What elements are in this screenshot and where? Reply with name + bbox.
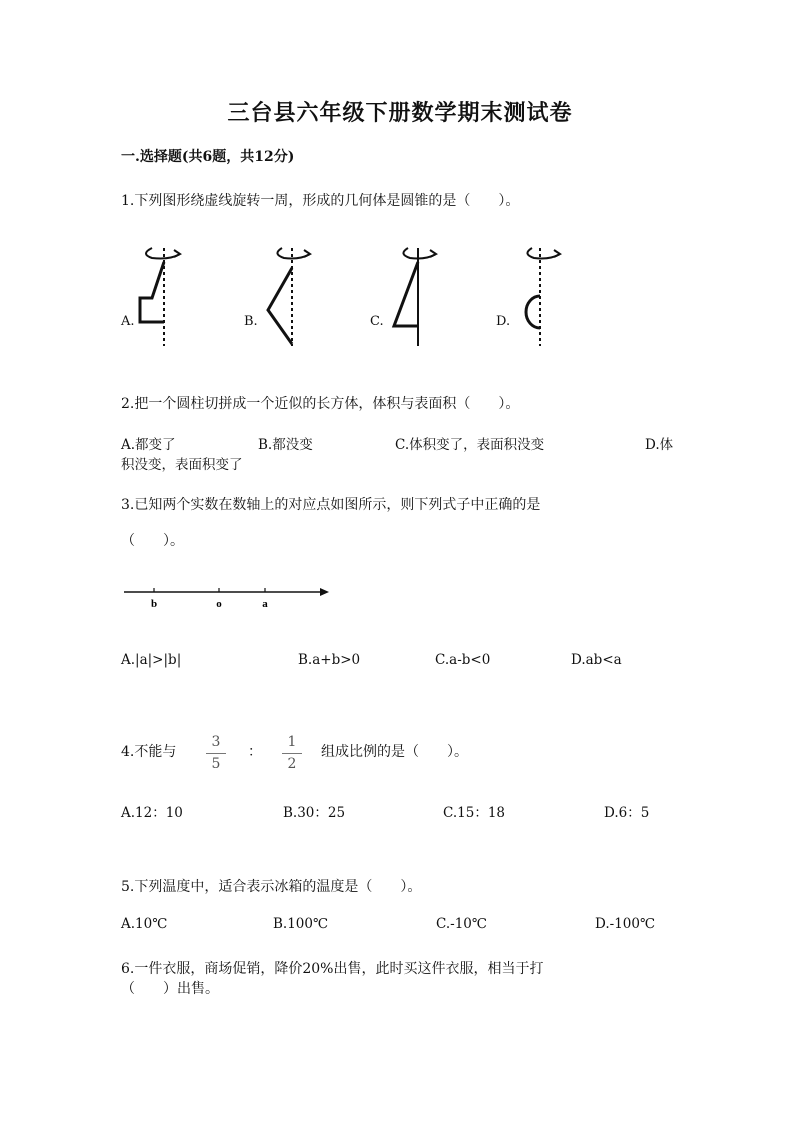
- q3-option-b: B.a+b>0: [298, 652, 361, 668]
- q2-option-d: D.体: [645, 437, 674, 453]
- q5-option-a: A.10℃: [121, 916, 168, 932]
- q4-option-b: B.30：25: [283, 805, 346, 821]
- q4-option-c: C.15：18: [443, 805, 505, 821]
- q1-figure-d: [512, 244, 572, 350]
- q5-option-b: B.100℃: [273, 916, 329, 932]
- q4-frac2-numerator: 1: [287, 734, 297, 750]
- q1-figure-b: [264, 244, 324, 350]
- q4-colon: ：: [248, 744, 262, 760]
- q4-fraction-3-5: [206, 734, 226, 772]
- question-5-text: 5.下列温度中，适合表示冰箱的温度是（ ）。: [121, 879, 422, 895]
- section-heading: 一.选择题(共6题，共12分): [121, 149, 295, 165]
- q1-option-c-label: C.: [370, 314, 384, 329]
- q5-option-d: D.-100℃: [595, 916, 656, 932]
- q4-option-d: D.6：5: [604, 805, 650, 821]
- numberline-label-b: b: [150, 598, 158, 610]
- question-2-text: 2.把一个圆柱切拼成一个近似的长方体，体积与表面积（ ）。: [121, 396, 520, 412]
- page-title: 三台县六年级下册数学期末测试卷: [227, 100, 573, 126]
- q2-option-a: A.都变了: [121, 437, 176, 453]
- q4-option-a: A.12：10: [121, 805, 183, 821]
- question-4-text-after: 组成比例的是（ ）。: [321, 744, 468, 760]
- q2-option-b: B.都没变: [258, 437, 313, 453]
- q4-frac1-denominator: 5: [211, 756, 221, 772]
- q1-option-d-label: D.: [496, 314, 511, 329]
- q4-frac1-numerator: 3: [211, 734, 221, 750]
- number-line: [122, 584, 334, 610]
- numberline-label-o: o: [216, 598, 222, 610]
- q1-figure-a: [130, 244, 190, 350]
- q4-frac1-bar: [206, 753, 226, 754]
- q4-frac2-denominator: 2: [287, 756, 297, 772]
- q5-option-c: C.-10℃: [436, 916, 487, 932]
- question-3-text: 3.已知两个实数在数轴上的对应点如图所示，则下列式子中正确的是: [121, 497, 541, 513]
- numberline-label-a: a: [262, 598, 268, 610]
- q1-figure-c: [388, 244, 448, 350]
- q3-option-a: A.|a|>|b|: [121, 652, 182, 668]
- question-3-text-continued: （ ）。: [121, 533, 184, 549]
- q4-frac2-bar: [282, 753, 302, 754]
- q1-option-a-label: A.: [121, 314, 135, 329]
- question-6-text-continued: （ ）出售。: [121, 981, 219, 997]
- q4-fraction-1-2: [282, 734, 302, 772]
- question-1-text: 1.下列图形绕虚线旋转一周，形成的几何体是圆锥的是（ ）。: [121, 193, 520, 209]
- q2-option-c: C.体积变了，表面积没变: [395, 437, 545, 453]
- q3-option-c: C.a-b<0: [435, 652, 491, 668]
- q3-option-d: D.ab<a: [571, 652, 622, 668]
- question-4-text-before: 4.不能与: [121, 744, 177, 760]
- q1-option-b-label: B.: [244, 314, 258, 329]
- question-6-text: 6.一件衣服，商场促销，降价20%出售，此时买这件衣服，相当于打: [121, 961, 544, 977]
- q2-option-d-continued: 积没变，表面积变了: [121, 457, 243, 473]
